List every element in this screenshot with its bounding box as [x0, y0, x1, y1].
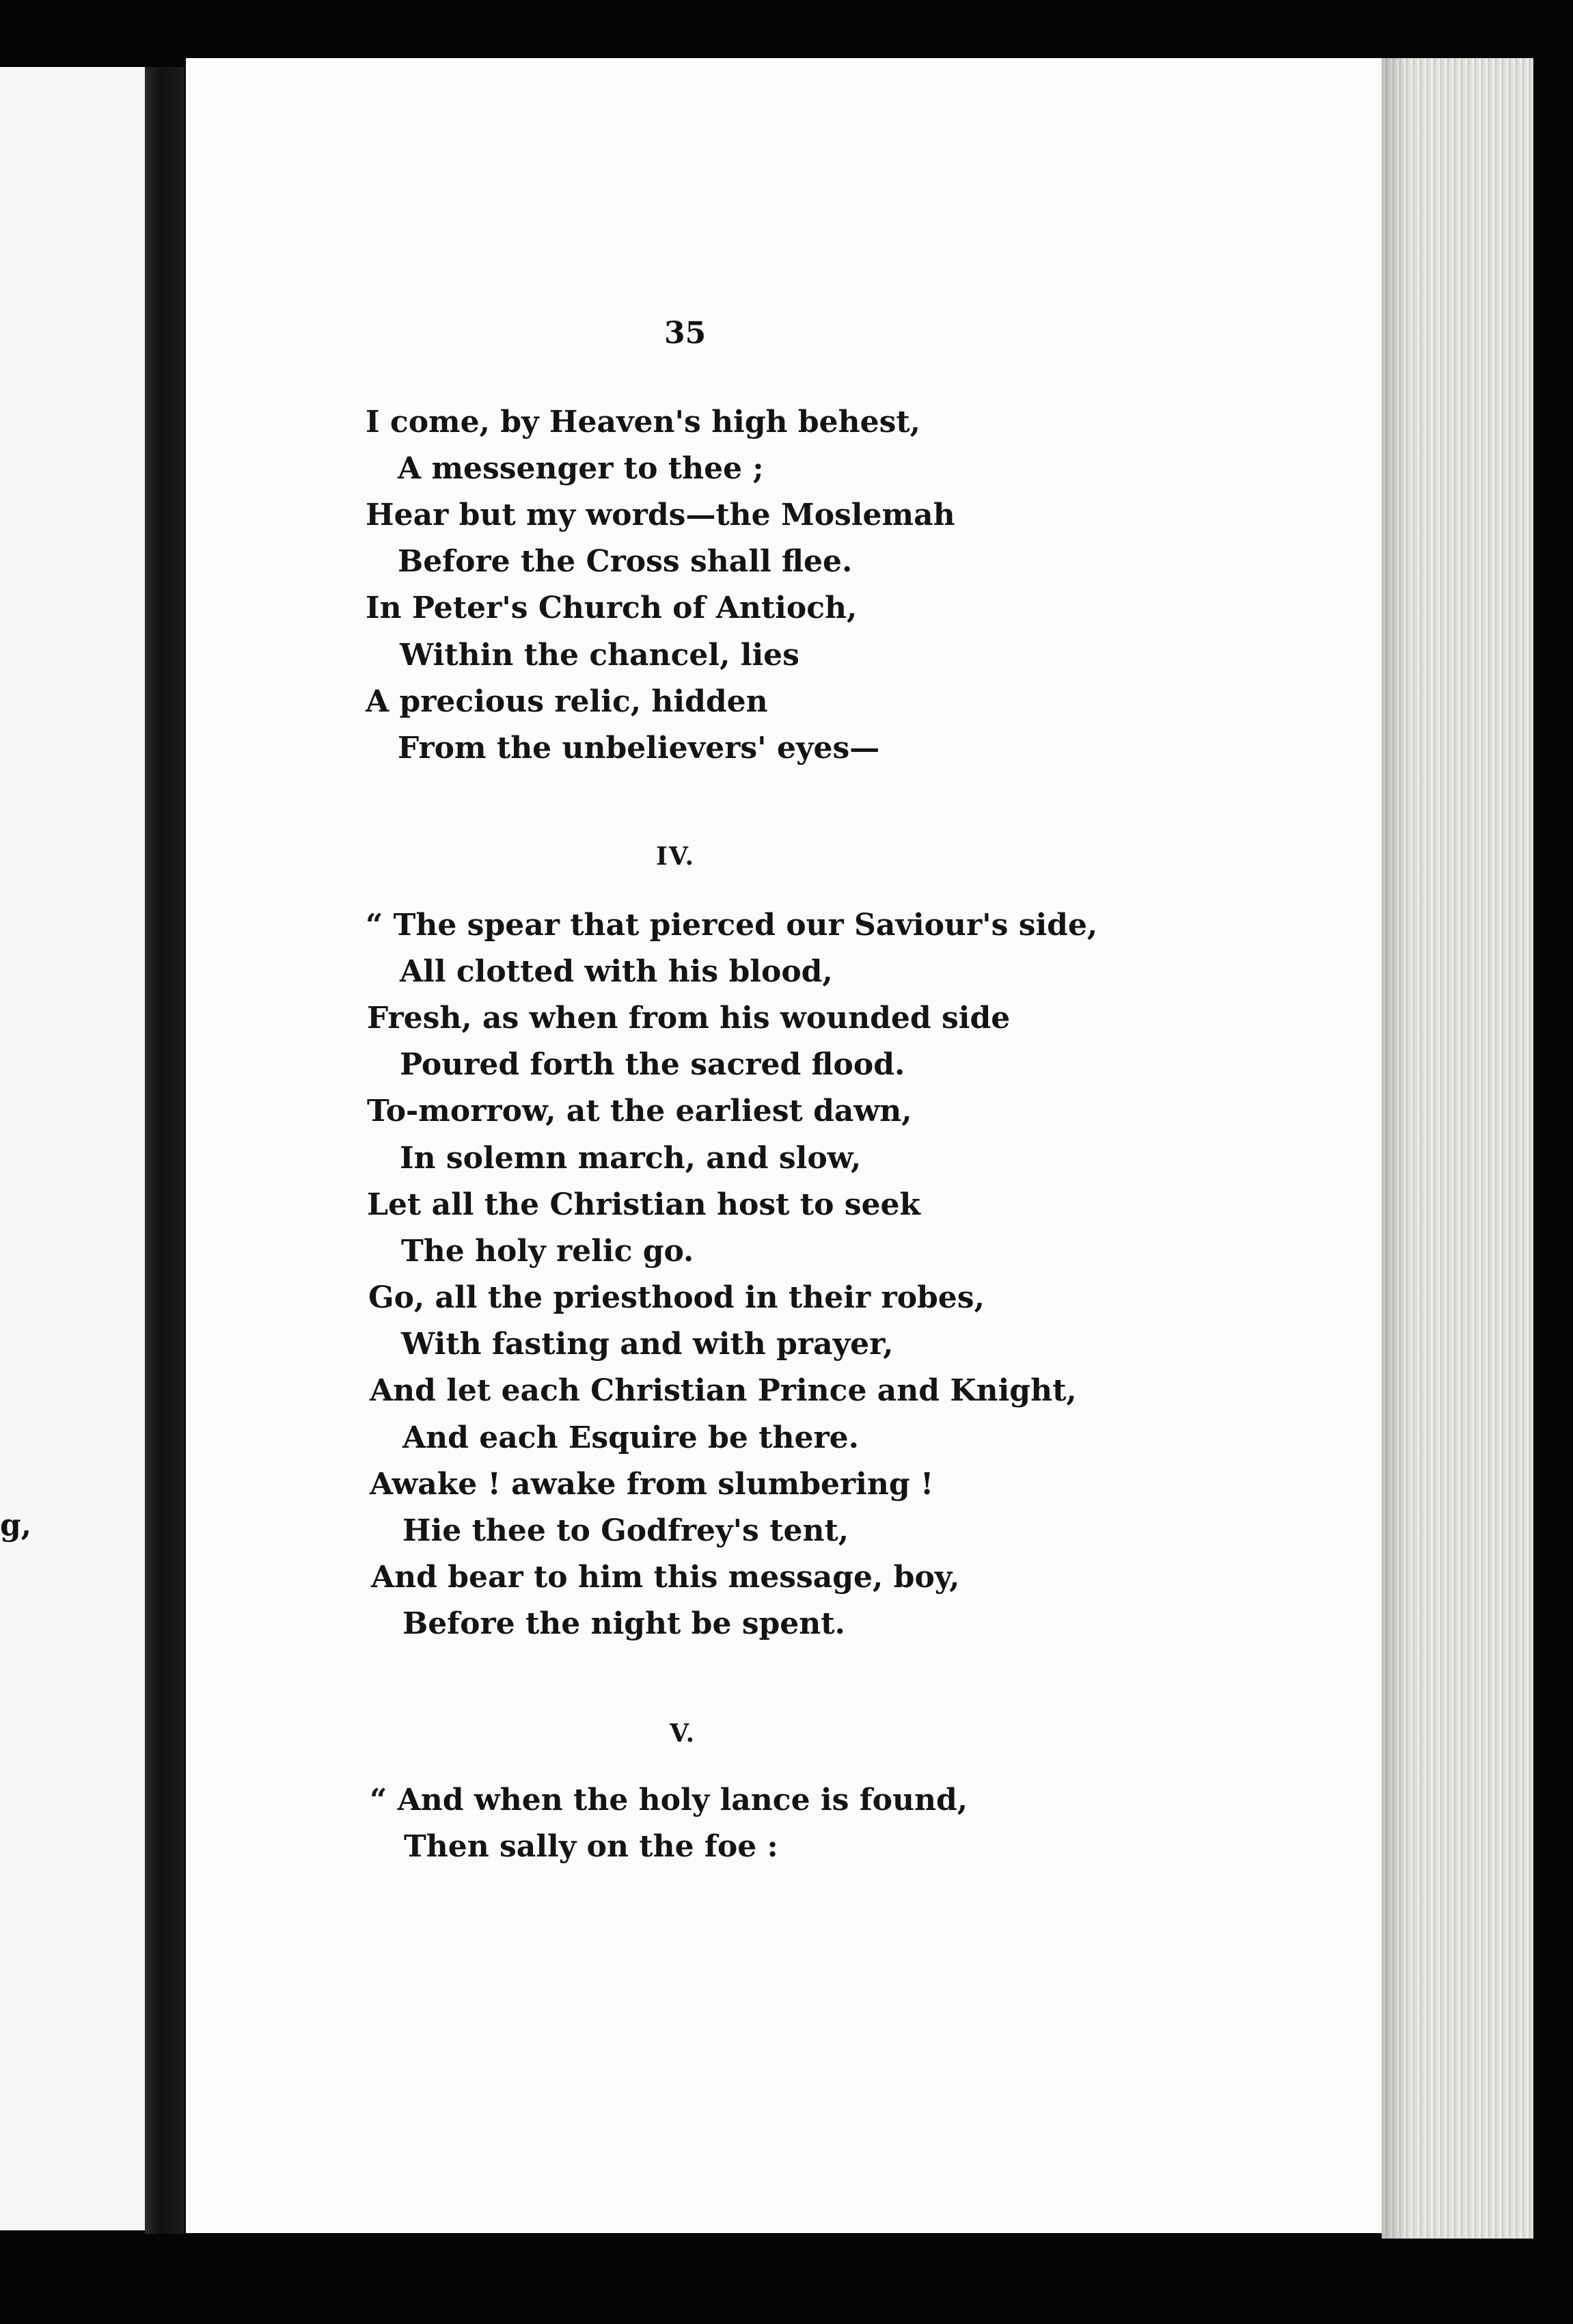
verse-line: A precious relic, hidden: [366, 684, 768, 719]
verse-line: In solemn march, and slow,: [400, 1141, 862, 1176]
page-edge-shadow: [1382, 58, 1409, 2239]
verse-line: And let each Christian Prince and Knight,: [370, 1373, 1077, 1408]
verse-line: Let all the Christian host to seek: [367, 1187, 920, 1222]
verse-line: Poured forth the sacred flood.: [400, 1047, 905, 1082]
section-numeral-iv: IV.: [656, 842, 696, 871]
verse-line: Before the night be spent.: [402, 1606, 845, 1641]
verse-line: Hie thee to Godfrey's tent,: [402, 1513, 849, 1548]
book-gutter: [145, 67, 184, 2234]
verse-line: The holy relic go.: [401, 1234, 694, 1269]
verse-line: And bear to him this message, boy,: [371, 1560, 960, 1595]
verse-line: Go, all the priesthood in their robes,: [368, 1280, 985, 1315]
verse-line: Within the chancel, lies: [400, 638, 799, 673]
verse-line: In Peter's Church of Antioch,: [366, 591, 858, 625]
verse-line: To-morrow, at the earliest dawn,: [367, 1094, 912, 1129]
section-numeral-v: V.: [670, 1719, 696, 1748]
verse-line: Awake ! awake from slumbering !: [370, 1467, 934, 1502]
verse-line: And each Esquire be there.: [402, 1420, 859, 1455]
verse-line: Before the Cross shall flee.: [398, 544, 853, 579]
verse-line: From the unbelievers' eyes—: [398, 731, 880, 766]
verse-line: A messenger to thee ;: [398, 451, 764, 486]
verse-line: Hear but my words—the Moslemah: [366, 498, 955, 532]
verse-line: “ The spear that pierced our Saviour's side,: [366, 908, 1098, 943]
verse-line: With fasting and with prayer,: [401, 1327, 894, 1362]
verse-line: All clotted with his blood,: [400, 954, 833, 989]
left-page: [0, 67, 145, 2230]
verse-line: I come, by Heaven's high behest,: [366, 405, 921, 440]
verse-line: “ And when the holy lance is found,: [370, 1783, 968, 1818]
left-page-fragment: g,: [0, 1508, 32, 1543]
verse-line: Then sally on the foe :: [404, 1829, 778, 1864]
verse-line: Fresh, as when from his wounded side: [367, 1001, 1011, 1036]
page-number: 35: [664, 316, 707, 351]
